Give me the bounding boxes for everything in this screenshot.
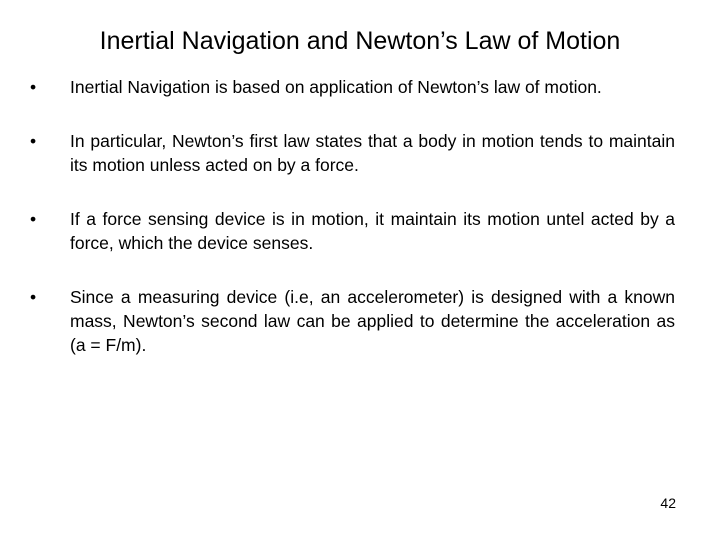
page-number: 42 — [660, 495, 676, 511]
bullet-text: Inertial Navigation is based on application of Newton’s law of motion. — [70, 77, 602, 97]
bullet-text: If a force sensing device is in motion, it maintain its motion untel acted by a force, which the device senses. — [70, 209, 675, 253]
bullet-dot-icon: • — [30, 131, 37, 151]
bullet-text: Since a measuring device (i.e, an accelerometer) is designed with a known mass, Newton’s second law can be applied to determine the acceleration as (a = F/m). — [70, 287, 675, 355]
bullet-dot-icon: • — [30, 209, 37, 229]
bullet-dot-icon: • — [30, 287, 37, 307]
bullet-item-2 — [30, 129, 675, 177]
bullet-dot-icon: • — [30, 77, 37, 97]
bullet-item-1 — [30, 75, 675, 99]
bullet-text: In particular, Newton’s first law states that a body in motion tends to maintain its motion unless acted on by a force. — [70, 131, 675, 175]
bullet-list — [30, 75, 675, 387]
bullet-item-4 — [30, 285, 675, 357]
slide-title: Inertial Navigation and Newton’s Law of Motion — [99, 27, 621, 55]
bullet-item-3 — [30, 207, 675, 255]
